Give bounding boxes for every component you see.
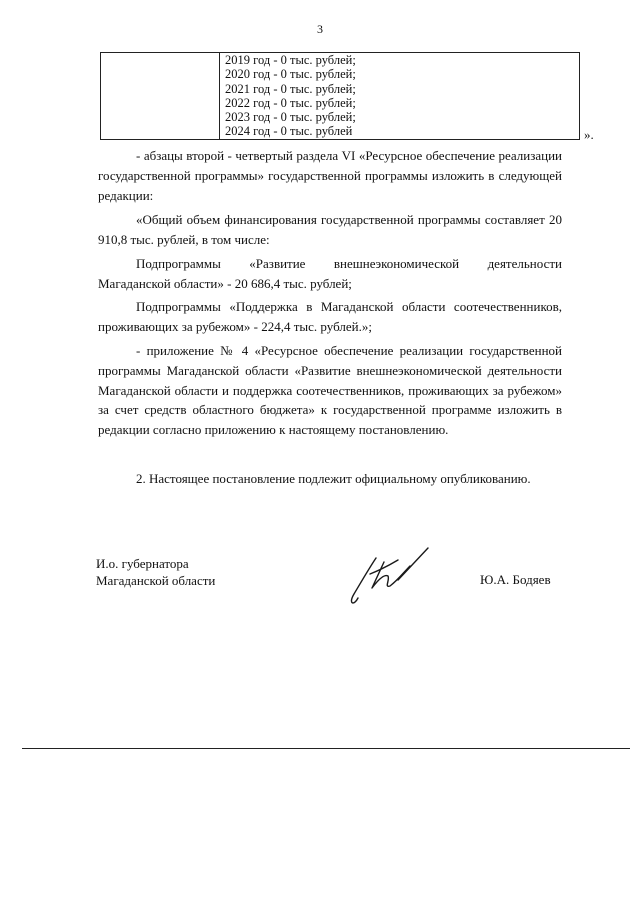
paragraph-total-financing: «Общий объем финансирования государственной программы составляет 20 910,8 тыс. рублей, в том числе: bbox=[98, 212, 562, 247]
page-number: 3 bbox=[317, 22, 323, 36]
financing-table bbox=[100, 52, 580, 140]
paragraph-appendix-4: - приложение № 4 «Ресурсное обеспечение реализации государственной программы Магаданской области «Развитие внешнеэкономической деятельности Магаданской области и поддержка соотечественников, проживающих за рубежом» за счет средств областного бюджета» к государственной программе изложить в редакции согласно приложению к настоящему постановлению. bbox=[98, 343, 562, 438]
table-right-cell bbox=[220, 53, 579, 139]
table-closing-quote: ». bbox=[584, 127, 594, 142]
signatory-name: Ю.А. Бодяев bbox=[480, 572, 551, 587]
signatory-position bbox=[96, 555, 215, 589]
table-line: 2022 год - 0 тыс. рублей; bbox=[225, 95, 356, 110]
table-line: 2024 год - 0 тыс. рублей bbox=[225, 124, 353, 139]
table-line: 2021 год - 0 тыс. рублей; bbox=[225, 81, 356, 96]
table-line: 2020 год - 0 тыс. рублей; bbox=[225, 67, 356, 82]
signatory-position-line: И.о. губернатора bbox=[96, 556, 189, 571]
signatory-position-line: Магаданской области bbox=[96, 573, 216, 588]
table-line: 2023 год - 0 тыс. рублей; bbox=[225, 110, 356, 125]
paragraph-publication: 2. Настоящее постановление подлежит официальному опубликованию. bbox=[136, 471, 531, 486]
handwritten-signature bbox=[340, 540, 440, 610]
paragraph-subprogram-2: Подпрограммы «Поддержка в Магаданской области соотечественников, проживающих за рубежом» - 224,4 тыс. рублей.»; bbox=[98, 299, 562, 334]
paragraph-section-vi: - абзацы второй - четвертый раздела VI «Ресурсное обеспечение реализации государственной программы» государственной программы изложить в следующей редакции: bbox=[98, 148, 562, 203]
table-left-cell bbox=[101, 53, 220, 139]
paragraph-subprogram-1: Подпрограммы «Развитие внешнеэкономической деятельности Магаданской области» - 20 686,4 тыс. рублей; bbox=[98, 256, 562, 291]
table-line: 2019 год - 0 тыс. рублей; bbox=[225, 53, 356, 67]
bottom-divider bbox=[22, 748, 630, 749]
